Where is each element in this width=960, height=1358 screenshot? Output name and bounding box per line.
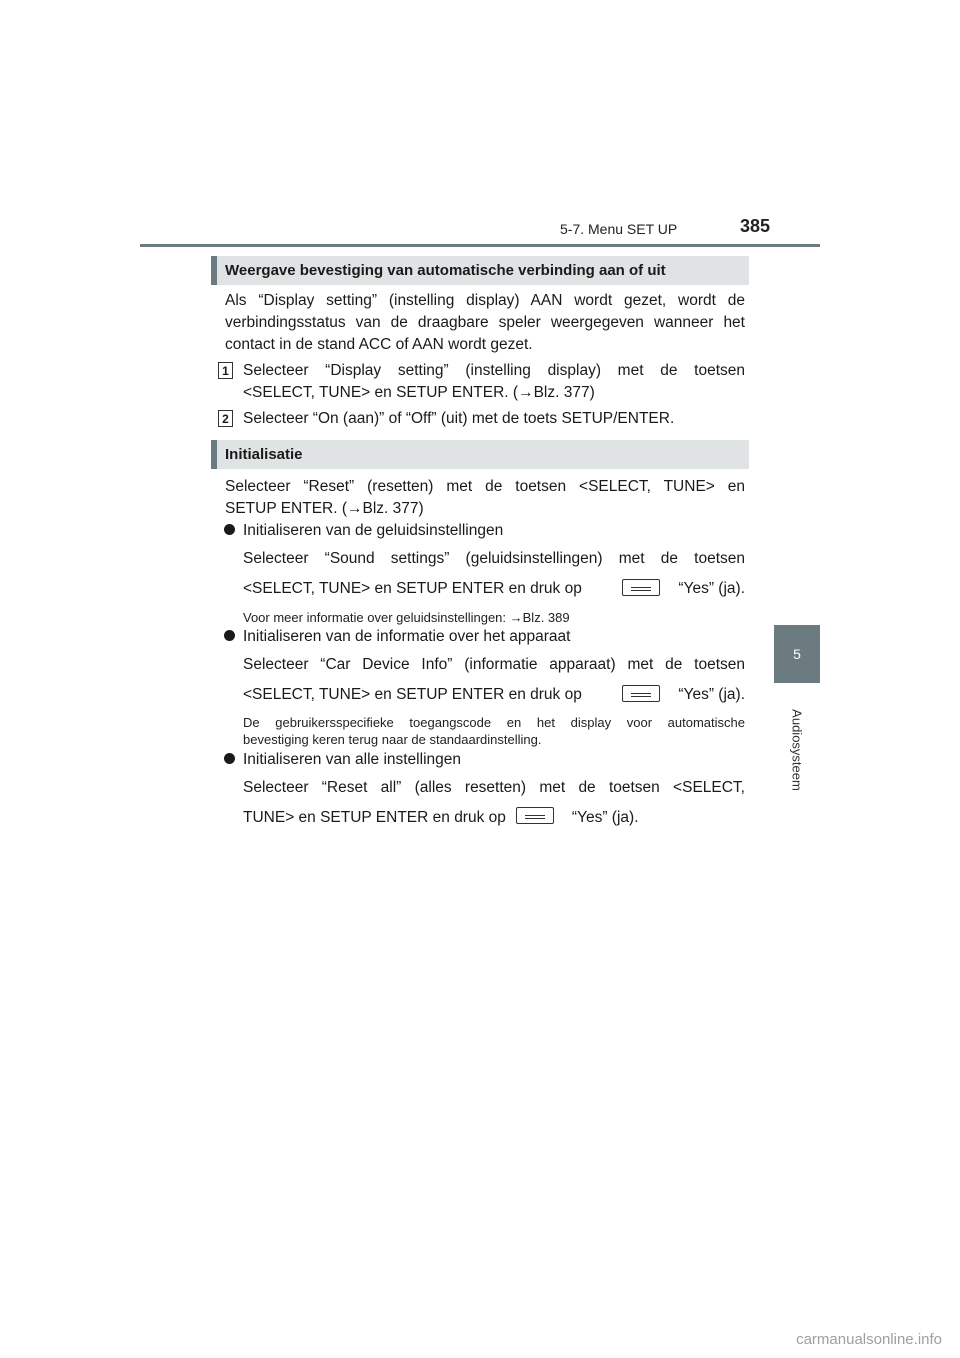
bullet-icon <box>224 753 235 764</box>
item3-line2-text: TUNE> en SETUP ENTER en druk op <box>243 809 506 826</box>
item2-note-line1: De gebruikersspecifieke toegangscode en het display voor automatische <box>243 715 745 730</box>
section1-intro-line1: Als “Display setting” (instelling display) AAN wordt gezet, wordt de <box>225 292 745 309</box>
yes-key-icon <box>516 807 554 824</box>
page-number: 385 <box>740 216 771 236</box>
step1-line1: Selecteer “Display setting” (instelling display) met de toetsen <box>243 362 745 379</box>
header-rule <box>140 244 820 247</box>
chapter-title: 5-7. Menu SET UP <box>560 221 678 237</box>
bullet-icon <box>224 630 235 641</box>
section-title-auto-connect: Weergave bevestiging van automatische verbinding aan of uit <box>211 256 749 285</box>
section2-intro-line2: SETUP ENTER. (→Blz. 377) <box>225 500 424 517</box>
item2-line2-text: <SELECT, TUNE> en SETUP ENTER en druk op <box>243 686 582 703</box>
item3-line2-yes: “Yes” (ja). <box>571 809 639 826</box>
bullet-item-sound <box>224 520 503 542</box>
bullet-heading: Initialiseren van de geluidsinstellingen <box>243 522 504 539</box>
bullet-heading: Initialiseren van de informatie over het apparaat <box>243 628 571 645</box>
bullet-item-reset-all <box>224 749 461 771</box>
section-title-initialisation: Initialisatie <box>211 440 749 469</box>
bullet-icon <box>224 524 235 535</box>
item2-line2 <box>243 684 745 706</box>
bullet-heading: Initialiseren van alle instellingen <box>243 751 461 768</box>
section2-intro-line1: Selecteer “Reset” (resetten) met de toetsen <SELECT, TUNE> en <box>225 478 745 495</box>
step1-line2: <SELECT, TUNE> en SETUP ENTER. (→Blz. 377) <box>243 384 595 401</box>
bullet-item-device-info <box>224 626 570 648</box>
watermark: carmanualsonline.info <box>796 1331 942 1348</box>
step-number-box: 2 <box>218 410 233 427</box>
item1-line2 <box>243 578 745 600</box>
item2-line2-yes: “Yes” (ja). <box>678 686 745 703</box>
item3-line2 <box>243 807 639 829</box>
step-number-box: 1 <box>218 362 233 379</box>
item1-note: Voor meer informatie over geluidsinstellingen: →Blz. 389 <box>243 610 570 625</box>
item2-line1: Selecteer “Car Device Info” (informatie apparaat) met de toetsen <box>243 656 745 673</box>
yes-key-icon <box>622 685 660 702</box>
item1-line2-text: <SELECT, TUNE> en SETUP ENTER en druk op <box>243 580 582 597</box>
item1-line1: Selecteer “Sound settings” (geluidsinstellingen) met de toetsen <box>243 550 745 567</box>
item1-line2-yes: “Yes” (ja). <box>678 580 745 597</box>
section1-intro-line3: contact in de stand ACC of AAN wordt gezet. <box>225 336 533 353</box>
chapter-side-label: Audiosysteem <box>789 709 805 791</box>
item2-note-line2: bevestiging keren terug naar de standaardinstelling. <box>243 732 542 747</box>
item3-line1: Selecteer “Reset all” (alles resetten) met de toetsen <SELECT, <box>243 779 745 796</box>
step2-line1: Selecteer “On (aan)” of “Off” (uit) met de toets SETUP/ENTER. <box>243 410 675 427</box>
chapter-tab: 5 <box>774 625 820 683</box>
section1-intro-line2: verbindingsstatus van de draagbare speler weergegeven wanneer het <box>225 314 745 331</box>
yes-key-icon <box>622 579 660 596</box>
